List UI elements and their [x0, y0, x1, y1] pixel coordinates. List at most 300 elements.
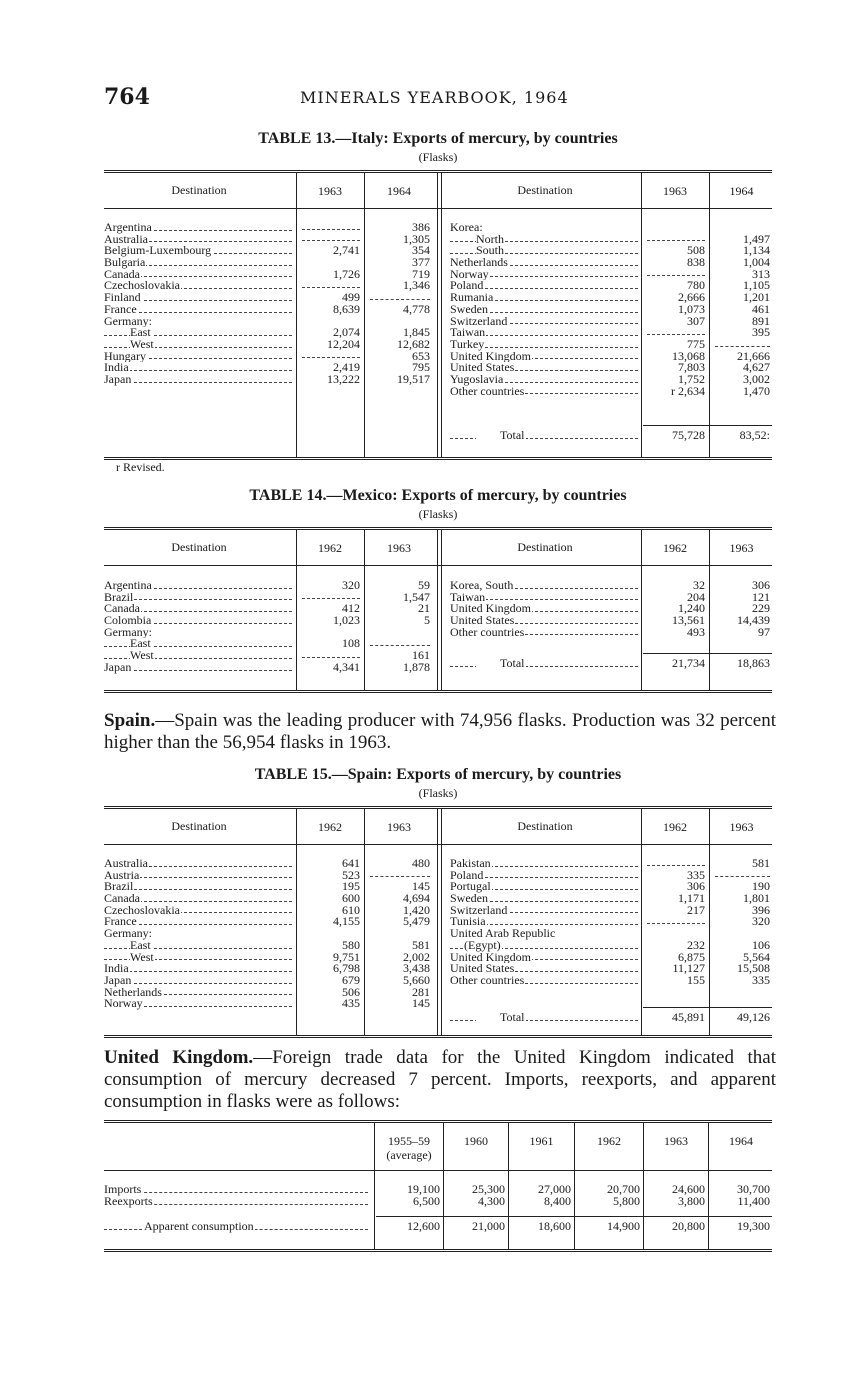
cell-year2: [366, 627, 432, 639]
cell-year1: 1,023: [333, 615, 360, 627]
cell-year1: 780: [687, 280, 705, 293]
table-row-label: [450, 952, 640, 964]
row-label: Portugal: [450, 881, 491, 894]
table-row-label: [450, 269, 640, 281]
total-year2-column: [711, 658, 772, 670]
total-year1-column: [643, 1012, 707, 1024]
cell-year1: [298, 592, 362, 604]
bottom-rule: [104, 1035, 772, 1038]
header-destination: Destination: [171, 819, 227, 833]
cell-year2: 97: [758, 626, 770, 639]
row-label: Korea, South: [450, 580, 514, 592]
table-row-label: [104, 893, 294, 905]
cell-year1: 1,171: [678, 893, 705, 905]
table14-title: TABLE 14.—Mexico: Exports of mercury, by countries: [249, 487, 627, 504]
table-row-label: [104, 603, 294, 615]
cell-year2: 581: [412, 939, 430, 952]
row-label: Poland: [450, 280, 484, 293]
row-label: Reexports: [104, 1196, 153, 1208]
table-row-label: [104, 905, 294, 917]
right-year1-column: [643, 858, 707, 987]
spain-lead: Spain.: [104, 710, 156, 731]
row-label: Tunisia: [450, 916, 486, 929]
uk-cell: [710, 1184, 772, 1196]
table-row-label: [104, 916, 294, 928]
cell-year1: 493: [687, 626, 705, 639]
header-year2: 1963: [729, 541, 754, 555]
cell-year1: 13,068: [672, 350, 705, 363]
cell-value: 19,100: [407, 1184, 440, 1196]
uk-cell: [510, 1221, 573, 1233]
cell-year2: 4,627: [743, 362, 770, 374]
cell-year2: 3,002: [743, 373, 770, 386]
row-label: United Arab Republic: [450, 928, 556, 940]
cell-year2: [366, 928, 432, 940]
row-label: France: [104, 916, 137, 929]
cell-year2: 1,004: [743, 257, 770, 269]
row-label: Australia: [104, 233, 148, 246]
cell-year1: 1,073: [678, 303, 705, 316]
cell-value: 4,300: [478, 1196, 505, 1208]
table-row-label: [104, 975, 294, 987]
cell-year2: [711, 928, 772, 940]
cell-year2: 5,660: [403, 974, 430, 987]
cell-year2: 21,666: [737, 350, 770, 363]
row-label: Japan: [104, 661, 132, 674]
col-divider: [574, 1123, 575, 1249]
cell-year1: [298, 351, 362, 363]
running-head: [104, 84, 784, 114]
cell-year1: [643, 916, 707, 928]
row-label: France: [104, 303, 137, 316]
cell-year2: 1,845: [403, 327, 430, 339]
row-label: Netherlands: [450, 257, 508, 269]
row-label: South: [476, 245, 505, 258]
cell-year1: [643, 222, 707, 234]
bottom-rule: [104, 690, 772, 693]
col-divider: [296, 809, 297, 1035]
row-label: Canada: [104, 893, 140, 905]
col-divider: [374, 1123, 375, 1249]
row-label: Norway: [450, 268, 489, 281]
cell-year2: 106: [752, 939, 770, 952]
row-label: Colombia: [104, 615, 152, 627]
cell-year2: 1,201: [743, 292, 770, 304]
header-destination: Destination: [517, 819, 573, 833]
table-row-label: [450, 858, 640, 870]
header-year1: 1963: [318, 184, 342, 198]
table-row-label: [104, 304, 294, 316]
table-row-label: [104, 362, 294, 374]
cell-year1: 2,741: [333, 245, 360, 258]
cell-value: 6,500: [413, 1196, 440, 1208]
header-year2: 1963: [387, 820, 411, 834]
cell-year1: 155: [687, 974, 705, 987]
row-label: Taiwan: [450, 591, 486, 604]
cell-year1: 412: [342, 603, 360, 616]
row-label: Poland: [450, 869, 484, 882]
row-label: Finland: [104, 292, 141, 304]
uk-row-label: [104, 1221, 370, 1233]
row-label: Turkey: [450, 338, 485, 351]
table-row-label: [104, 638, 294, 650]
total-year1: 45,891: [672, 1012, 705, 1024]
row-label: Other countries: [450, 974, 525, 987]
left-label-column: [104, 222, 294, 386]
table-row-label: [104, 987, 294, 999]
cell-year2: 59: [418, 580, 430, 592]
header-destination: Destination: [517, 183, 573, 197]
cell-year1: 11,127: [672, 963, 705, 975]
table-row-label: [104, 870, 294, 882]
cell-year2: 480: [412, 858, 430, 870]
row-label: West: [130, 951, 154, 964]
cell-year2: 1,305: [403, 233, 430, 246]
total-year2: 83,52:: [739, 430, 770, 442]
uk-row-label: [104, 1196, 370, 1208]
cell-value: 25,300: [472, 1184, 505, 1196]
table-row-label: [450, 963, 640, 975]
cell-year2: 21: [418, 603, 430, 616]
cell-value: 18,600: [538, 1221, 571, 1233]
top-rule: [104, 1120, 772, 1123]
left-year1-column: [298, 858, 362, 1010]
cell-value: 19,300: [737, 1221, 770, 1233]
row-label: Canada: [104, 603, 140, 616]
uk-cell: [645, 1221, 707, 1233]
table-row-label: [450, 592, 640, 604]
row-label: Imports: [104, 1184, 142, 1196]
cell-year1: 9,751: [333, 951, 360, 964]
cell-year1: 523: [342, 869, 360, 882]
col-divider: [443, 1123, 444, 1249]
uk-cell: [576, 1184, 642, 1196]
cell-value: 27,000: [538, 1184, 571, 1196]
header-year1: 1962: [318, 541, 342, 555]
cell-year2: 19,517: [397, 373, 430, 386]
table-row-label: [450, 603, 640, 615]
cell-year1: 6,875: [678, 951, 705, 964]
table-row-label: [450, 292, 640, 304]
header-year2: 1964: [387, 184, 411, 198]
row-label: Japan: [104, 373, 132, 386]
left-year2-column: [366, 222, 432, 386]
cell-year1: 306: [687, 881, 705, 894]
table-row-label: [104, 351, 294, 363]
cell-year2: 653: [412, 350, 430, 363]
table13-unit: (Flasks): [418, 150, 458, 164]
col-divider: [709, 530, 710, 690]
col-divider: [296, 530, 297, 690]
cell-year1: 32: [693, 580, 705, 592]
row-label: United States: [450, 963, 515, 975]
row-label: Brazil: [104, 881, 134, 894]
table-row-label: [104, 374, 294, 386]
header-destination: Destination: [171, 540, 227, 554]
row-label: Hungary: [104, 350, 146, 363]
panel-divider: [437, 173, 442, 457]
cell-year1: [298, 928, 362, 940]
left-year1-column: [298, 222, 362, 386]
table-row-label: [104, 881, 294, 893]
table-row-label: [104, 1184, 370, 1196]
cell-year1: 499: [342, 292, 360, 304]
total-year2-column: [711, 1012, 772, 1024]
cell-value: 24,600: [672, 1184, 705, 1196]
col-divider: [708, 1123, 709, 1249]
header-year: 1963: [664, 1134, 688, 1148]
cell-year2: 306: [752, 580, 770, 592]
row-label: Netherlands: [104, 986, 162, 999]
row-label: Canada: [104, 268, 140, 281]
row-label: Japan: [104, 974, 132, 987]
cell-year2: 5,564: [743, 951, 770, 964]
uk-cell: [710, 1221, 772, 1233]
cell-year2: 795: [412, 362, 430, 374]
cell-year1: 1,240: [678, 603, 705, 616]
cell-year1: [298, 222, 362, 234]
header-year1: 1963: [663, 184, 687, 198]
table-row-label: [104, 257, 294, 269]
cell-year1: 320: [342, 580, 360, 592]
table-row-label: [450, 615, 640, 627]
table-row-label: [450, 327, 640, 339]
table13-caption: [104, 130, 772, 165]
total-label: Total: [476, 1012, 526, 1024]
table-row-label: [450, 351, 640, 363]
table-row-label: [104, 592, 294, 604]
cell-year1: 4,341: [333, 661, 360, 674]
cell-year1: 195: [342, 881, 360, 894]
cell-value: 21,000: [472, 1221, 505, 1233]
row-label: Argentina: [104, 222, 152, 234]
uk-cell: [510, 1196, 573, 1208]
table14-unit: (Flasks): [418, 507, 458, 521]
header-year: 1960: [464, 1134, 488, 1148]
table-row-label: [104, 580, 294, 592]
row-label: Czechoslovakia: [104, 280, 180, 293]
table-row-label: [450, 916, 640, 928]
table15-caption: [104, 766, 772, 801]
cell-year2: 1,420: [403, 904, 430, 917]
col-divider: [364, 530, 365, 690]
table-row-label: [104, 269, 294, 281]
cell-year2: [711, 870, 772, 882]
cell-year1: 307: [687, 315, 705, 328]
cell-year1: 4,155: [333, 916, 360, 929]
table-row-label: [450, 222, 640, 234]
table-row-label: [450, 362, 640, 374]
right-year2-column: [711, 580, 772, 638]
table13: [104, 170, 772, 460]
header-rule: [104, 1170, 772, 1171]
header-year1: 1962: [663, 541, 687, 555]
total-year1-column: [643, 430, 707, 442]
header-year: 1955–59 (average): [386, 1134, 432, 1162]
table-row-label: [450, 245, 640, 257]
table-row-label: [104, 316, 294, 328]
cell-year1: [643, 327, 707, 339]
cell-year2: 145: [412, 998, 430, 1010]
cell-year2: 1,134: [743, 245, 770, 258]
cell-year1: [298, 627, 362, 639]
table13-title: TABLE 13.—Italy: Exports of mercury, by countries: [258, 130, 618, 147]
uk-cell: [445, 1196, 507, 1208]
total-label: Total: [476, 658, 526, 670]
row-label: India: [104, 362, 129, 374]
table-row-label: [104, 245, 294, 257]
total-rule: [643, 425, 772, 426]
row-label: Rumania: [450, 292, 494, 304]
col-divider: [508, 1123, 509, 1249]
uk-cell: [445, 1184, 507, 1196]
table-row-label: [450, 870, 640, 882]
total-rule: [643, 1007, 772, 1008]
cell-year2: [366, 638, 432, 650]
cell-year1: 6,798: [333, 963, 360, 975]
cell-year1: 204: [687, 591, 705, 604]
col-divider: [296, 173, 297, 457]
table-row-label: [450, 257, 640, 269]
cell-year1: [298, 280, 362, 292]
uk-cell: [376, 1184, 442, 1196]
spain-paragraph: [104, 710, 776, 754]
table-row-label: [104, 998, 294, 1010]
row-label: Belgium-Luxembourg: [104, 245, 212, 258]
cell-year1: 679: [342, 974, 360, 987]
table15-unit: (Flasks): [418, 786, 458, 800]
cell-year1: 775: [687, 338, 705, 351]
col-divider: [709, 809, 710, 1035]
cell-year1: 508: [687, 245, 705, 258]
col-divider: [364, 173, 365, 457]
cell-year1: r 2,634: [671, 385, 705, 398]
cell-year2: 354: [412, 245, 430, 258]
cell-year1: 838: [687, 257, 705, 269]
cell-year2: [366, 870, 432, 882]
cell-year2: [366, 316, 432, 328]
table14: [104, 527, 772, 693]
cell-value: 5,800: [613, 1196, 640, 1208]
header-year: 1962: [597, 1134, 621, 1148]
cell-year1: 108: [342, 638, 360, 651]
cell-year1: [643, 928, 707, 940]
row-label: West: [130, 338, 154, 351]
cell-year2: 5: [424, 615, 430, 627]
uk-lead: United Kingdom.: [104, 1047, 254, 1068]
cell-year2: 891: [752, 315, 770, 328]
header-destination: Destination: [517, 540, 573, 554]
row-label: Other countries: [450, 626, 525, 639]
left-year1-column: [298, 580, 362, 674]
header-year1: 1962: [318, 820, 342, 834]
left-year2-column: [366, 580, 432, 674]
header-year2: 1963: [387, 541, 411, 555]
subtotal-rule: [376, 1216, 772, 1217]
row-label: Argentina: [104, 580, 152, 592]
total-label-column: [450, 658, 640, 670]
left-label-column: [104, 580, 294, 674]
uk-cell: [576, 1196, 642, 1208]
table14-caption: [104, 487, 772, 522]
uk-cell: [445, 1221, 507, 1233]
table15-title: TABLE 15.—Spain: Exports of mercury, by countries: [254, 766, 622, 783]
cell-year1: 600: [342, 893, 360, 905]
table-row-label: [104, 963, 294, 975]
cell-year2: 121: [752, 591, 770, 604]
row-label: Pakistan: [450, 858, 491, 870]
table-row-label: [104, 1221, 370, 1233]
cell-value: 11,400: [737, 1196, 770, 1208]
cell-year2: 395: [752, 327, 770, 339]
cell-year2: 377: [412, 257, 430, 269]
row-label: Sweden: [450, 303, 488, 316]
cell-year2: [366, 292, 432, 304]
uk-cell: [376, 1196, 442, 1208]
cell-year1: 335: [687, 869, 705, 882]
row-label: United Kingdom: [450, 350, 531, 363]
row-label: Brazil: [104, 591, 134, 604]
right-year1-column: [643, 222, 707, 397]
cell-year2: 461: [752, 303, 770, 316]
total-year2: 18,863: [737, 658, 770, 670]
panel-divider: [437, 809, 442, 1035]
cell-year2: 145: [412, 881, 430, 894]
cell-year2: 281: [412, 986, 430, 999]
table-uk: [104, 1120, 772, 1252]
table-row-label: [450, 234, 640, 246]
cell-year2: 12,682: [397, 338, 430, 351]
cell-year1: 12,204: [327, 338, 360, 351]
total-year1: 21,734: [672, 658, 705, 670]
header-year2: 1963: [729, 820, 754, 834]
cell-year2: 1,801: [743, 893, 770, 905]
row-label: United States: [450, 362, 515, 374]
total-row-label: [450, 430, 640, 442]
table-row-label: [450, 339, 640, 351]
bottom-rule: [104, 1249, 772, 1252]
cell-year2: 1,470: [743, 385, 770, 398]
table-row-label: [450, 280, 640, 292]
table-row-label: [450, 940, 640, 952]
right-year2-column: [711, 858, 772, 987]
uk-row-label: [104, 1184, 370, 1196]
cell-year2: 396: [752, 904, 770, 917]
table-row-label: [104, 627, 294, 639]
cell-year1: 8,639: [333, 303, 360, 316]
uk-cell: [510, 1184, 573, 1196]
row-label: East: [130, 939, 151, 952]
cell-year1: 1,752: [678, 373, 705, 386]
cell-year1: 2,666: [678, 292, 705, 304]
cell-year1: 7,803: [678, 362, 705, 374]
cell-year1: [298, 650, 362, 662]
col-divider: [641, 809, 642, 1035]
cell-year2: 313: [752, 268, 770, 281]
cell-year1: 232: [687, 939, 705, 952]
row-label: West: [130, 650, 154, 662]
total-year1-column: [643, 658, 707, 670]
cell-value: 20,700: [607, 1184, 640, 1196]
cell-year1: [643, 234, 707, 246]
row-label: Bulgaria: [104, 257, 146, 269]
row-label: (Egypt): [464, 939, 501, 952]
table-row-label: [450, 881, 640, 893]
table-row-label: [104, 952, 294, 964]
cell-year1: 2,074: [333, 327, 360, 339]
cell-year2: 581: [752, 858, 770, 870]
panel-divider: [437, 530, 442, 690]
